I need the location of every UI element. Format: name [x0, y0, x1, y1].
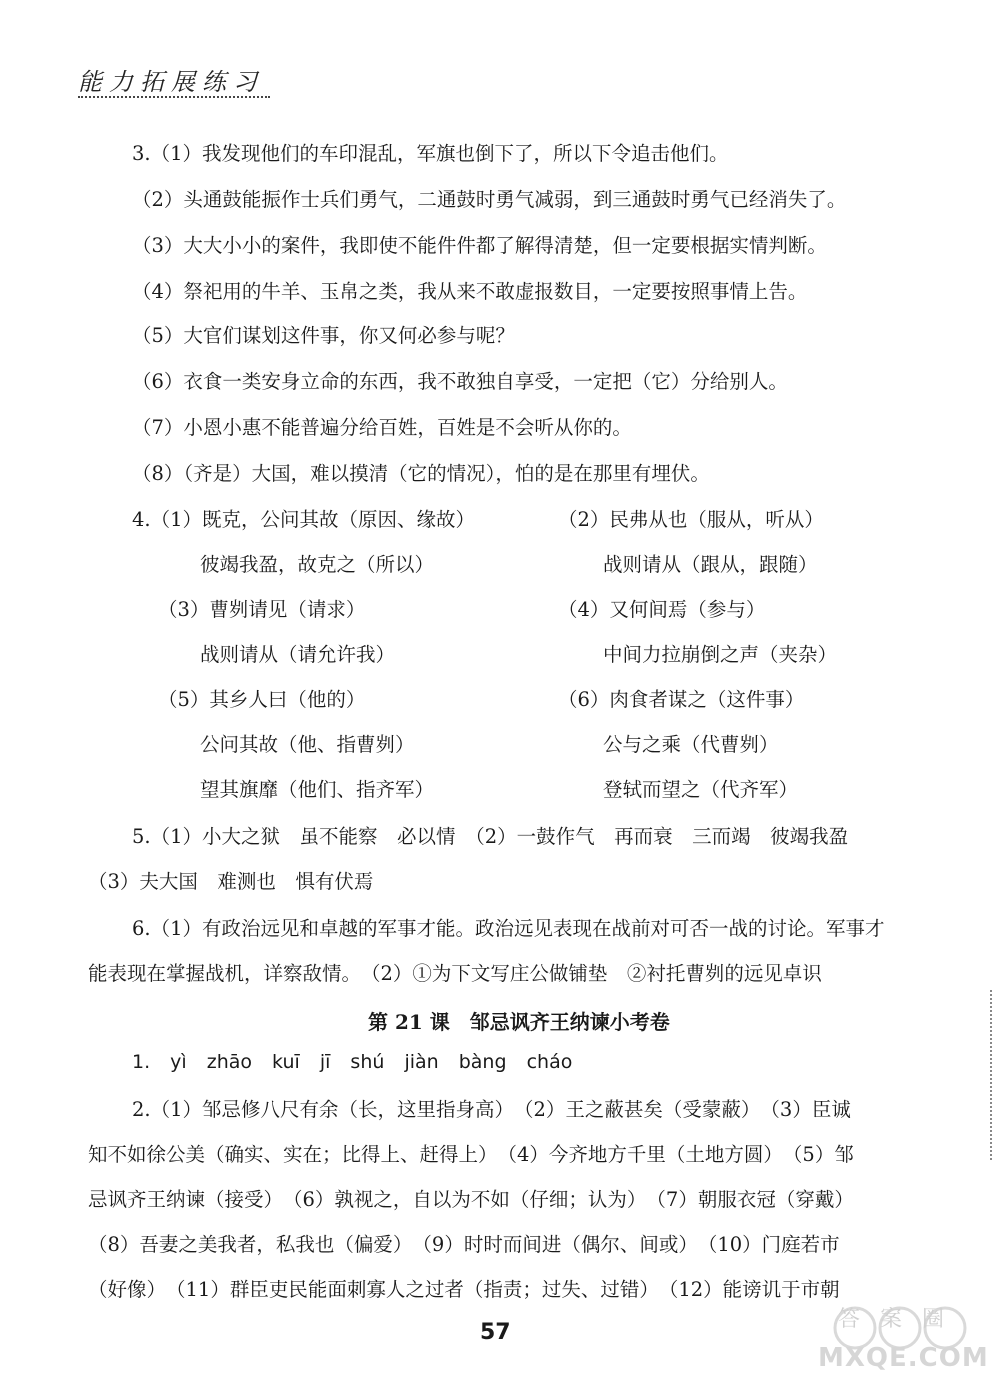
- lesson-title: 第 21 课 邹忌讽齐王纳谏小考卷: [368, 1010, 670, 1034]
- q4-left-1: 4.（1）既克，公问其故（原因、缘故）: [132, 508, 476, 531]
- q4-right-4: 中间力拉崩倒之声（夹杂）: [603, 643, 838, 666]
- q4-left-7: 望其旗靡（他们、指齐军）: [200, 778, 435, 801]
- q4-right-2: 战则请从（跟从，跟随）: [603, 553, 818, 576]
- q3-line-7: （7）小恩小惠不能普遍分给百姓，百姓是不会听从你的。: [132, 416, 632, 439]
- q3-line-8: （8）（齐是）大国，难以摸清（它的情况），怕的是在那里有埋伏。: [132, 462, 710, 485]
- q2-line-5: （好像） （11）群臣吏民能面刺寡人之过者（指责；过失、过错） （12）能谤讥于市朝: [88, 1278, 840, 1301]
- q4-left-6: 公问其故（他、指曹刿）: [200, 733, 415, 756]
- q3-line-6: （6）衣食一类安身立命的东西，我不敢独自享受，一定把（它）分给别人。: [132, 370, 788, 393]
- q3-line-4: （4）祭祀用的牛羊、玉帛之类，我从来不敢虚报数目，一定要按照事情上告。: [132, 280, 808, 303]
- q4-right-6: 公与之乘（代曹刿）: [603, 733, 779, 756]
- q5-line-2: （3）夫大国 难测也 惧有伏焉: [88, 870, 374, 893]
- q2-line-3: 忌讽齐王纳谏（接受） （6）孰视之，自以为不如（仔细；认为） （7）朝服衣冠（穿戴）: [88, 1188, 854, 1211]
- page-number: 57: [480, 1320, 511, 1345]
- q4-left-2: 彼竭我盈，故克之（所以）: [200, 553, 435, 576]
- q3-line-3: （3）大大小小的案件，我即使不能件件都了解得清楚，但一定要根据实情判断。: [132, 234, 827, 257]
- q4-right-5: （6）肉食者谋之（这件事）: [558, 688, 805, 711]
- q5-line-1: 5.（1）小大之狱 虽不能察 必以情 （2）一鼓作气 再而衰 三而竭 彼竭我盈: [132, 825, 849, 848]
- q6-line-1: 6.（1）有政治远见和卓越的军事才能。政治远见表现在战前对可否一战的讨论。军事才: [132, 917, 885, 940]
- q4-right-1: （2）民弗从也（服从，听从）: [558, 508, 824, 531]
- q3-line-5: （5）大官们谋划这件事，你又何必参与呢？: [132, 324, 515, 347]
- q2-line-4: （8）吾妻之美我者，私我也（偏爱） （9）时时而间进（偶尔、间或） （10）门庭若市: [88, 1233, 840, 1256]
- pinyin-answer-line: 1. yì zhāo kuī jī shú jiàn bàng cháo: [132, 1051, 573, 1073]
- q3-line-1: 3.（1）我发现他们的车印混乱，军旗也倒下了，所以下令追击他们。: [132, 142, 729, 165]
- page-header-title: 能力拓展练习: [78, 68, 264, 96]
- q4-right-7: 登轼而望之（代齐军）: [603, 778, 799, 801]
- q4-left-4: 战则请从（请允许我）: [200, 643, 396, 666]
- binding-edge-dots: [990, 990, 992, 1160]
- q4-right-3: （4）又何间焉（参与）: [558, 598, 766, 621]
- q3-line-2: （2）头通鼓能振作士兵们勇气，二通鼓时勇气减弱，到三通鼓时勇气已经消失了。: [132, 188, 847, 211]
- watermark-logo-text: 答案圈: [838, 1307, 965, 1332]
- q4-left-3: （3）曹刿请见（请求）: [158, 598, 366, 621]
- q6-line-2: 能表现在掌握战机，详察敌情。 （2）①为下文写庄公做铺垫 ②衬托曹刿的远见卓识: [88, 962, 822, 985]
- q4-left-5: （5）其乡人曰（他的）: [158, 688, 366, 711]
- q2-line-1: 2.（1）邹忌修八尺有余（长，这里指身高） （2）王之蔽甚矣（受蒙蔽） （3）臣诚: [132, 1098, 851, 1121]
- watermark-text: MXQE.COM: [818, 1343, 989, 1373]
- header-rule: [78, 96, 270, 98]
- q2-line-2: 知不如徐公美（确实、实在；比得上、赶得上） （4）今齐地方千里（土地方圆） （5）邹: [88, 1143, 854, 1166]
